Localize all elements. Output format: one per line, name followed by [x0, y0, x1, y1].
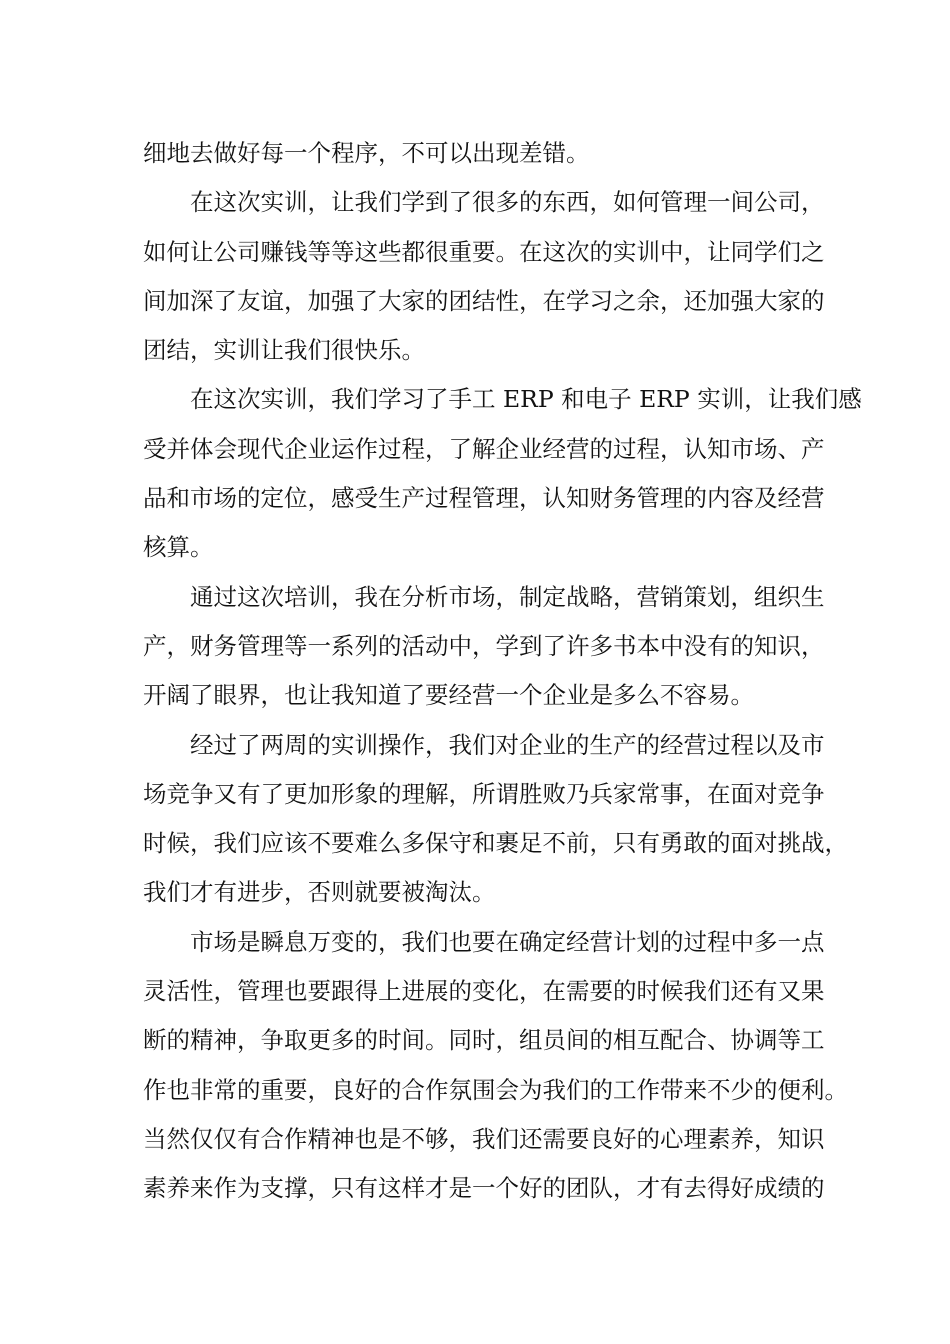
text-line: 市场是瞬息万变的，我们也要在确定经营计划的过程中多一点: [190, 927, 825, 956]
paragraph: [143, 375, 862, 572]
document-body: [143, 129, 862, 1214]
paragraph: [143, 129, 833, 178]
paragraph: [143, 573, 833, 721]
text-line: 受并体会现代企业运作过程，了解企业经营的过程，认知市场、产: [143, 434, 825, 463]
text-line: 场竞争又有了更加形象的理解，所谓胜败乃兵家常事，在面对竞争: [143, 779, 825, 808]
text-line: 核算。: [143, 533, 214, 562]
text-line: 在这次实训，我们学习了手工 ERP 和电子 ERP 实训，让我们感: [190, 385, 862, 414]
paragraph: [143, 918, 848, 1214]
paragraph: [143, 178, 833, 375]
text-line: 间加深了友谊，加强了大家的团结性，在学习之余，还加强大家的: [143, 286, 825, 315]
text-line: 品和市场的定位，感受生产过程管理，认知财务管理的内容及经营: [143, 484, 825, 513]
text-line: 经过了两周的实训操作，我们对企业的生产的经营过程以及市: [190, 730, 825, 759]
text-line: 在这次实训，让我们学到了很多的东西，如何管理一间公司，: [190, 188, 825, 217]
paragraph: [143, 721, 848, 918]
text-line: 产，财务管理等一系列的活动中，学到了许多书本中没有的知识，: [143, 631, 825, 660]
text-line: 通过这次培训，我在分析市场，制定战略，营销策划，组织生: [190, 582, 825, 611]
text-line: 断的精神，争取更多的时间。同时，组员间的相互配合、协调等工: [143, 1026, 825, 1055]
text-line: 当然仅仅有合作精神也是不够，我们还需要良好的心理素养，知识: [143, 1124, 825, 1153]
text-line: 我们才有进步，否则就要被淘汰。: [143, 878, 496, 907]
text-line: 时候，我们应该不要难么多保守和裹足不前，只有勇敢的面对挑战，: [143, 829, 848, 858]
text-line: 团结，实训让我们很快乐。: [143, 336, 425, 365]
text-line: 灵活性，管理也要跟得上进展的变化，在需要的时候我们还有又果: [143, 977, 825, 1006]
text-line: 如何让公司赚钱等等这些都很重要。在这次的实训中，让同学们之: [143, 237, 825, 266]
text-line: 素养来作为支撑，只有这样才是一个好的团队，才有去得好成绩的: [143, 1174, 825, 1203]
text-line: 开阔了眼界，也让我知道了要经营一个企业是多么不容易。: [143, 681, 754, 710]
text-line: 细地去做好每一个程序，不可以出现差错。: [143, 139, 590, 167]
text-line: 作也非常的重要，良好的合作氛围会为我们的工作带来不少的便利。: [143, 1075, 848, 1104]
